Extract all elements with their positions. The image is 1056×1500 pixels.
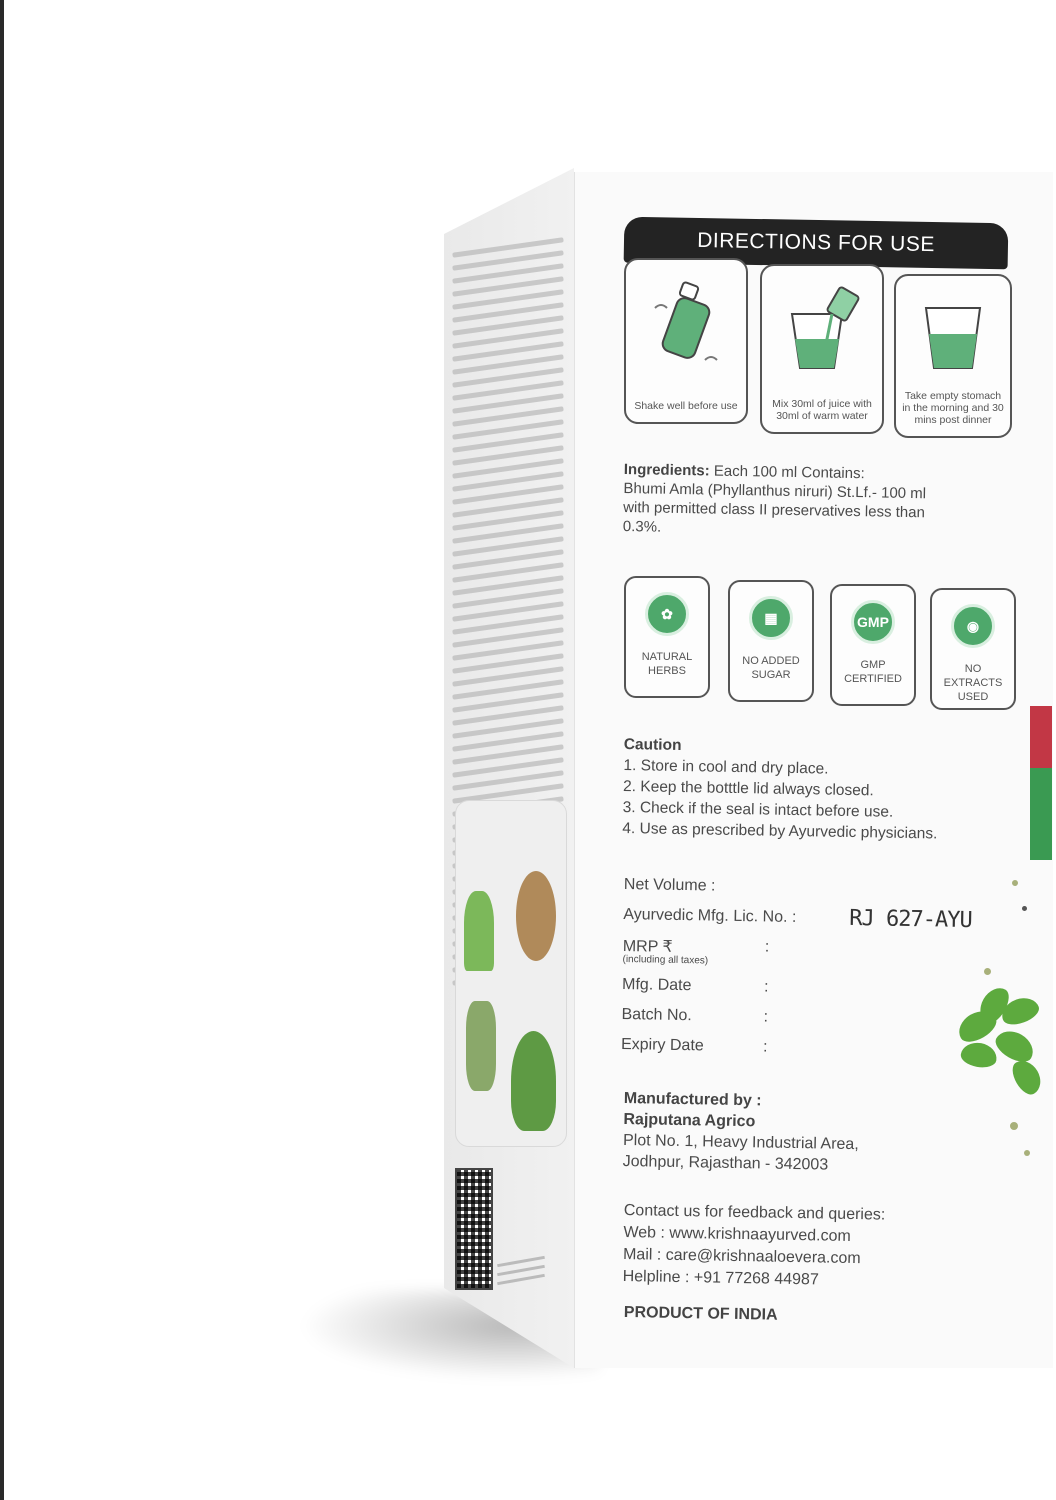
moringa-leaves-illustration — [955, 985, 1055, 1115]
direction-step-mix — [760, 264, 884, 434]
mix-glass-icon — [782, 284, 862, 374]
red-accent-stripe — [1030, 706, 1052, 768]
field-colon: : — [764, 938, 770, 956]
direction-step-take — [894, 274, 1012, 438]
manufacturer-company: Rajputana Agrico — [623, 1110, 756, 1131]
glass-icon — [918, 294, 988, 374]
bowl-icon: ◉ — [951, 604, 995, 648]
decor-dot — [1012, 880, 1018, 886]
lic-label: Ayurvedic Mfg. Lic. No. : — [623, 905, 797, 927]
ingredients-heading: Ingredients: — [623, 460, 710, 480]
decor-dot — [984, 968, 991, 975]
contact-heading: Contact us for feedback and queries: — [623, 1201, 886, 1224]
contact-section — [622, 1200, 1023, 1295]
decor-dot — [1010, 1122, 1018, 1130]
badge-label: NO EXTRACTS USED — [943, 663, 1003, 703]
ingredients-line: with permitted class II preservatives less than — [623, 498, 926, 522]
manufacturer-address: Jodhpur, Rajasthan - 342003 — [622, 1152, 829, 1174]
badge-label: GMP CERTIFIED — [844, 659, 902, 685]
contact-web: Web : www.krishnaayurved.com — [623, 1223, 851, 1245]
caution-item: 4. Use as prescribed by Ayurvedic physicians. — [622, 819, 938, 843]
mrp-subtext: (including all taxes) — [622, 953, 709, 967]
field-colon: : — [762, 1038, 768, 1056]
gmp-icon: GMP — [851, 600, 895, 644]
image-left-border — [0, 0, 4, 1500]
caution-section — [622, 734, 1024, 846]
badge-no-extracts-used — [930, 588, 1016, 710]
step-caption: Shake well before use — [634, 400, 738, 412]
product-of-india: PRODUCT OF INDIA — [623, 1304, 778, 1324]
qr-code — [455, 1168, 493, 1290]
step-caption: Take empty stomach in the morning and 30 mins post dinner — [902, 390, 1004, 426]
badge-natural-herbs — [624, 576, 710, 698]
mrp-label: MRP ₹ — [622, 937, 673, 956]
ingredients-section — [623, 460, 1004, 543]
step-caption: Mix 30ml of juice with 30ml of warm water — [772, 398, 872, 422]
sugar-cube-icon: ▦ — [749, 596, 793, 640]
caution-item: 3. Check if the seal is intact before use. — [622, 798, 894, 821]
contact-mail: Mail : care@krishnaaloevera.com — [622, 1245, 861, 1268]
caution-heading: Caution — [623, 735, 682, 755]
contact-helpline: Helpline : +91 77268 44987 — [622, 1267, 819, 1289]
caution-item: 1. Store in cool and dry place. — [623, 756, 829, 778]
ingredients-line: Bhumi Amla (Phyllanthus niruri) St.Lf.- 100 ml — [623, 479, 927, 503]
side-panel-herb-illustrations — [455, 800, 567, 1147]
ingredients-line: 0.3%. — [622, 517, 662, 536]
leaf-icon: ✿ — [645, 592, 689, 636]
manufacturer-address: Plot No. 1, Heavy Industrial Area, — [622, 1131, 859, 1154]
lic-number: RJ 627-AYU — [849, 905, 972, 934]
direction-step-shake — [624, 258, 748, 424]
caution-item: 2. Keep the botttle lid always closed. — [622, 777, 874, 800]
field-colon: : — [763, 1008, 769, 1026]
qr-caption-lines — [497, 1260, 557, 1310]
decor-dot — [1022, 906, 1027, 911]
green-accent-stripe — [1030, 768, 1052, 860]
net-volume-label: Net Volume : — [623, 876, 716, 895]
field-colon: : — [763, 978, 769, 996]
badge-label: NATURAL HERBS — [641, 651, 693, 677]
shake-bottle-icon — [651, 278, 721, 368]
mfg-date-label: Mfg. Date — [621, 975, 692, 995]
badge-gmp-certified — [830, 584, 916, 706]
directions-title: DIRECTIONS FOR USE — [624, 217, 1009, 270]
manufacturer-heading: Manufactured by : — [623, 1089, 762, 1110]
ingredients-line: Each 100 ml Contains: — [713, 462, 865, 483]
expiry-label: Expiry Date — [620, 1035, 704, 1055]
badge-label: NO ADDED SUGAR — [742, 655, 800, 681]
decor-dot — [1024, 1150, 1030, 1156]
badge-no-added-sugar — [728, 580, 814, 702]
batch-label: Batch No. — [621, 1005, 692, 1025]
